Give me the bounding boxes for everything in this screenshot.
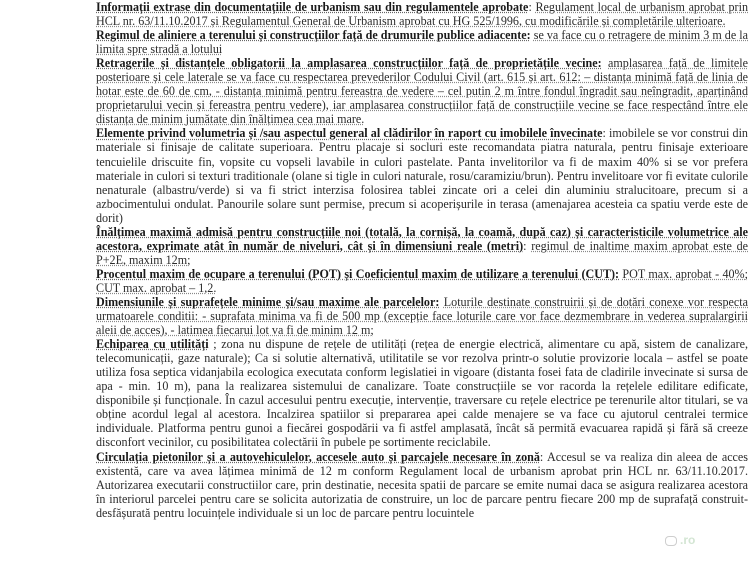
section-heading: Înălțimea maximă admisă pentru construcțiile noi (totală, la cornișă, la coamă, după caz) și caracteristicile volumetrice ale acestora, exprimate atât în număr de niveluri, cât și în dimensiuni reale (metri) xyxy=(96,224,748,253)
site-logo-icon xyxy=(665,536,677,546)
section-body: regimul de inaltime maxim aprobat este de P+2E, maxim 12m; xyxy=(96,238,749,267)
section-body: Loturile destinate construirii și de dotări conexe vor respecta urmatoarele conditii: - suprafata minima va fi de 500 mp (excepție face loturile care vor face dezmembrare in vederea supralargirii aleii de acces), - latimea fiecarui lot va fi de minim 12 m; xyxy=(96,294,748,338)
section-alignment-regime xyxy=(96,28,748,56)
section-pot-cut xyxy=(96,267,748,295)
section-heading: Regimul de aliniere a terenului și construcțiilor față de drumurile publice adiacente: xyxy=(96,28,531,43)
section-heading: Circulația pietonilor și a autovehiculelor, accesele auto și parcajele necesare în zonă xyxy=(96,449,540,464)
watermark: .ro xyxy=(665,533,695,547)
section-body: amplasarea față de limitele posterioare și cele laterale se va face cu respectarea prevederilor Codului Civil (art. 615 și art. 612: – distanța minimă față de linia de hotar este de 60 de cm, - distanța minimă pentru fereastra de vedere – cel putin 2 m între fondul îngradit sau neîngradit, aparținând proprietarului vecin și fereastra pentru vedere), iar amplasarea construcțiilor față de construcțiile vecine se face respectând între ele distanța de minim jumătate din înălțimea cea mai mare. xyxy=(96,56,748,127)
section-body: se va face cu o retragere de minim 3 m de la limita spre stradă a lotului xyxy=(96,28,748,57)
section-parcel-dimensions xyxy=(96,295,748,337)
section-body: imobilele se vor construi din materiale si finisaje de calitate superioara. Pentru placaje si socluri este recomandata piatra naturala, pentru finisaje exterioare tencuielile driscuite fin, vopsite cu vopseli lavabile in culori pastelate. Panta invelitorilor va fi de maxim 40% si se vor prefera materiale in culori si texturi traditionale (olane si tigle in culori naturale, rosu/caramiziu/brun). Pentru invelitoare vor fi evitate culorile nenaturale (albastru/verde) si va fi strict interzisa folosirea tablei zincate ori a celei din aluminiu stralucitoare, precum si a azbocimentului ondulat. Panourile solare sunt permise, precum si acoperișurile in terasa (amenajarea acesteia ca spatiu verde este de dorit) xyxy=(96,126,748,225)
section-urbanism-info: Informații extrase din documentațiile de urbanism sau din regulamentele aprobate: Regulament local de urbanism aprobat prin HCL nr. 63/11.10.2017 și Regulamentul General de Urbanism aprobat cu HG 525/1996, cu modificările și completările ulterioare. xyxy=(96,0,748,29)
section-body: Regulament local de urbanism aprobat prin HCL nr. 63/11.10.2017 și Regulamentul General de Urbanism aprobat cu HG 525/1996, cu modificările și completările ulterioare. xyxy=(96,0,748,29)
section-heading: Dimensiunile și suprafețele minime și/sau maxime ale parcelelor: xyxy=(96,294,440,309)
section-body: Accesul se va realiza din aleea de acces existentă, care va avea lățimea minimă de 12 m conform Regulament local de urbanism aprobat prin HCL nr. 63/11.10.2017. Autorizarea executarii constructiilor care, prin destinatie, necesita spatii de parcare se emite numai daca se asigura realizarea acestora în interiorul parcelei pentru care se solicita autorizatia de construire, un loc de parcare pentru fiecare 200 mp de suprafață construit-desfășurată pentru locuințele individuale si un loc de parcare pentru locuintele xyxy=(96,449,749,520)
section-volumetry: Elemente privind volumetria și /sau aspectul general al clădirilor în raport cu imobilele învecinate: imobilele se vor construi din materiale si finisaje de calitate superioara. Pentru placaje si socluri este recomandata piatra naturala, pentru finisaje exterioare tencuielile driscuite fin, vopsite cu vopseli lavabile in culori pastelate. Panta invelitorilor va fi de maxim 40% si se vor prefera materiale in culori si texturi traditionale (olane si tigle in culori naturale, rosu/caramiziu/brun). Pentru invelitoare vor fi evitate culorile nenaturale (albastru/verde) si va fi strict interzisa folosirea tablei zincate ori a celei din aluminiu stralucitoare, precum si a azbocimentului ondulat. Panourile solare sunt permise, precum si acoperișurile in terasa (amenajarea acesteia ca spatiu verde este de dorit) xyxy=(96,126,748,225)
section-max-height: Înălțimea maximă admisă pentru construcțiile noi (totală, la cornișă, la coamă, după caz) și caracteristicile volumetrice ale acestora, exprimate atât în număr de niveluri, cât și în dimensiuni reale (metri): regimul de inaltime maxim aprobat este de P+2E, maxim 12m; xyxy=(96,224,749,267)
section-utilities: Echiparea cu utilități ; zona nu dispune de rețele de utilități (rețea de energie electrică, alimentare cu apă, sistem de canalizare, telecomunicații, gaze naturale); Ca si solutie alternativă, utilitatile se vor rezolva printr-o solutie provizorie locala – astfel se poate utiliza fosa septica vidanjabila ecologica executata conform legislatiei in vigoare (distanta fosei fata de cladirile invecinate si sursa de apa - min. 10 m), pana la realizarea sistemului de canalizare. Toate construcțiile se vor racorda la rețelele edilitare edificate, disponibile și funcționale. În cazul accesului pentru execuție, intervenție, traversare cu rețele electrice pe terenurile altor titulari, se va obține acordul legal al acestora. Incalzirea spatiilor si prepararea apei calde menajere se va face cu ajutorul centralei termice individuale. Platforma pentru gunoi a fiecărei gospodării va fi astfel amplasată, încât să permită evacuarea rapidă și fără să creeze disconfort vecinilor, cu posibilitatea colectării în pubele pe sortimente reciclabile. xyxy=(96,337,748,450)
section-circulation-parking: Circulația pietonilor și a autovehiculelor, accesele auto și parcajele necesare în zonă: Accesul se va realiza din aleea de acces existentă, care va avea lățimea minimă de 12 m conform Regulament local de urbanism aprobat prin HCL nr. 63/11.10.2017. Autorizarea executarii constructiilor care, prin destinatie, necesita spatii de parcare se emite numai daca se asigura realizarea acestora în interiorul parcelei pentru care se solicita autorizatia de construire, un loc de parcare pentru fiecare 200 mp de suprafață construit-desfășurată pentru locuințele individuale si un loc de parcare pentru locuintele xyxy=(96,449,749,520)
section-heading: Elemente privind volumetria și /sau aspectul general al clădirilor în raport cu imobilele învecinate xyxy=(96,126,603,141)
section-heading: Informații extrase din documentațiile de urbanism sau din regulamentele aprobate xyxy=(96,0,529,14)
section-heading: Procentul maxim de ocupare a terenului (POT) și Coeficientul maxim de utilizare a terenului (CUT): xyxy=(96,266,620,281)
section-body: zona nu dispune de rețele de utilități (rețea de energie electrică, alimentare cu apă, sistem de canalizare, telecomunicații, gaze naturale); Ca si solutie alternativă, utilitatile se vor rezolva printr-o solutie provizorie locala – astfel se poate utiliza fosa septica vidanjabila ecologica executata conform legislatiei in vigoare (distanta fosei fata de cladirile invecinate si sursa de apa - min. 10 m), pana la realizarea sistemului de canalizare. Toate construcțiile se vor racorda la rețelele edilitare edificate, disponibile și funcționale. În cazul accesului pentru execuție, intervenție, traversare cu rețele electrice pe terenurile altor titulari, se va obține acordul legal al acestora. Incalzirea spatiilor si prepararea apei calde menajere se va face cu ajutorul centralei termice individuale. Platforma pentru gunoi a fiecărei gospodării va fi astfel amplasată, încât să permită evacuarea rapidă și fără să creeze disconfort vecinilor, cu posibilitatea colectării în pubele pe sortimente reciclabile. xyxy=(96,337,748,450)
document-page xyxy=(96,0,748,520)
section-heading: Echiparea cu utilități xyxy=(96,337,209,352)
section-body: POT max. aprobat - 40%; CUT max. aprobat – 1,2. xyxy=(96,266,748,295)
section-setbacks xyxy=(96,56,748,126)
section-heading: Retragerile și distanțele obligatorii la amplasarea construcțiilor față de proprietățile vecine: xyxy=(96,56,602,71)
